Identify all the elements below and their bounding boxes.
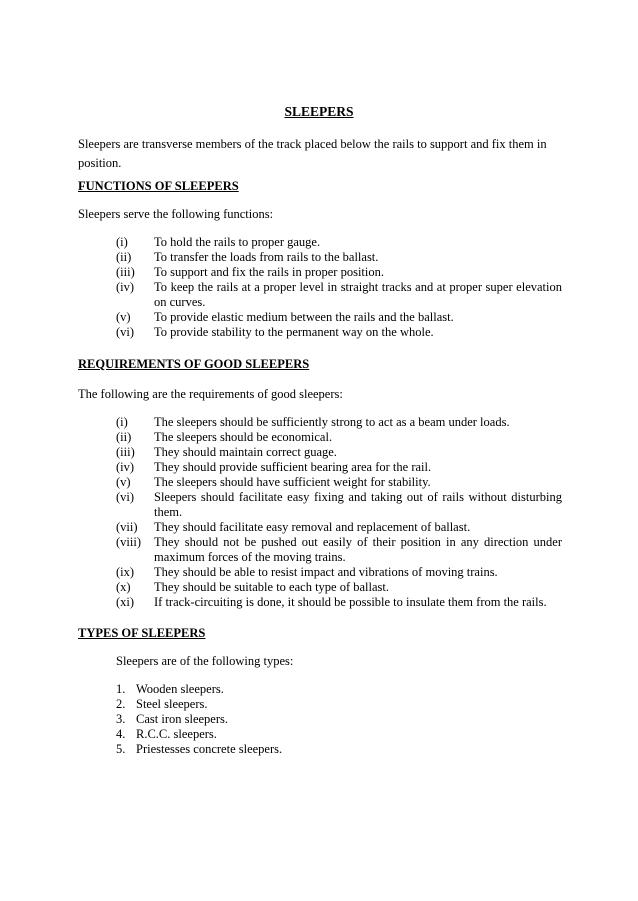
list-item-number: 1. [116, 682, 126, 696]
list-item [116, 325, 562, 340]
list-item [116, 697, 282, 712]
page-title: SLEEPERS [284, 104, 354, 119]
list-item-text: Steel sleepers. [136, 697, 208, 711]
list-item-text: They should facilitate easy removal and replacement of ballast. [154, 520, 471, 534]
list-item [116, 445, 562, 460]
list-item-number: (iii) [116, 265, 135, 279]
list-item [116, 310, 562, 325]
list-item-text: They should be suitable to each type of ballast. [154, 580, 390, 594]
requirements-heading: REQUIREMENTS OF GOOD SLEEPERS [78, 357, 310, 371]
types-list [116, 682, 282, 757]
functions-lead: Sleepers serve the following functions: [78, 207, 274, 221]
list-item [116, 535, 562, 565]
list-item-text: To transfer the loads from rails to the ballast. [154, 250, 379, 264]
list-item [116, 280, 562, 310]
list-item-number: (iv) [116, 280, 135, 294]
list-item [116, 490, 562, 520]
list-item-text: To provide stability to the permanent way on the whole. [154, 325, 434, 339]
list-item-number: (vi) [116, 325, 135, 339]
list-item [116, 682, 282, 697]
list-item-number: (xi) [116, 595, 135, 609]
list-item [116, 415, 562, 430]
list-item-text: The sleepers should be sufficiently strong to act as a beam under loads. [154, 415, 510, 429]
list-item-text: They should be able to resist impact and vibrations of moving trains. [154, 565, 498, 579]
list-item-text: To provide elastic medium between the rails and the ballast. [154, 310, 454, 324]
list-item-number: (i) [116, 235, 128, 249]
list-item-number: (v) [116, 475, 131, 489]
list-item-number: (iv) [116, 460, 135, 474]
list-item [116, 475, 562, 490]
list-item-number: (ix) [116, 565, 135, 579]
list-item [116, 727, 282, 742]
list-item-text: To hold the rails to proper gauge. [154, 235, 321, 249]
list-item-text: The sleepers should be economical. [154, 430, 333, 444]
types-heading: TYPES OF SLEEPERS [78, 626, 206, 640]
list-item-text: Cast iron sleepers. [136, 712, 228, 726]
list-item [116, 565, 562, 580]
list-item [116, 265, 562, 280]
list-item-number: (iii) [116, 445, 135, 459]
requirements-list [116, 415, 562, 610]
list-item [116, 580, 562, 595]
list-item-text: If track-circuiting is done, it should be possible to insulate them from the rails. [154, 595, 547, 609]
list-item [116, 430, 562, 445]
list-item-text: Sleepers should facilitate easy fixing and taking out of rails without disturbing them. [154, 490, 562, 519]
list-item-text: They should not be pushed out easily of their position in any direction under maximum forces of the moving trains. [154, 535, 562, 564]
list-item-number: (ii) [116, 250, 132, 264]
list-item-text: The sleepers should have sufficient weight for stability. [154, 475, 431, 489]
functions-list [116, 235, 562, 340]
list-item-number: (x) [116, 580, 131, 594]
list-item-text: To keep the rails at a proper level in straight tracks and at proper super elevation on curves. [154, 280, 562, 309]
list-item-number: 4. [116, 727, 126, 741]
list-item-number: (viii) [116, 535, 141, 549]
list-item-number: (vii) [116, 520, 138, 534]
list-item-number: (ii) [116, 430, 132, 444]
list-item [116, 520, 562, 535]
list-item-number: 5. [116, 742, 126, 756]
list-item-text: Wooden sleepers. [136, 682, 224, 696]
types-lead: Sleepers are of the following types: [116, 654, 294, 668]
list-item [116, 712, 282, 727]
list-item-number: (i) [116, 415, 128, 429]
list-item-number: 2. [116, 697, 126, 711]
list-item-number: (v) [116, 310, 131, 324]
list-item-text: Priestesses concrete sleepers. [136, 742, 283, 756]
list-item [116, 235, 562, 250]
list-item [116, 595, 562, 610]
list-item-text: R.C.C. sleepers. [136, 727, 217, 741]
list-item-text: They should provide sufficient bearing area for the rail. [154, 460, 432, 474]
requirements-lead: The following are the requirements of good sleepers: [78, 387, 343, 401]
list-item-text: They should maintain correct guage. [154, 445, 337, 459]
list-item [116, 742, 282, 757]
intro-paragraph: Sleepers are transverse members of the track placed below the rails to support and fix them in position. [78, 137, 547, 170]
list-item-text: To support and fix the rails in proper position. [154, 265, 384, 279]
list-item-number: (vi) [116, 490, 135, 504]
list-item [116, 460, 562, 475]
list-item [116, 250, 562, 265]
list-item-number: 3. [116, 712, 126, 726]
functions-heading: FUNCTIONS OF SLEEPERS [78, 179, 239, 193]
